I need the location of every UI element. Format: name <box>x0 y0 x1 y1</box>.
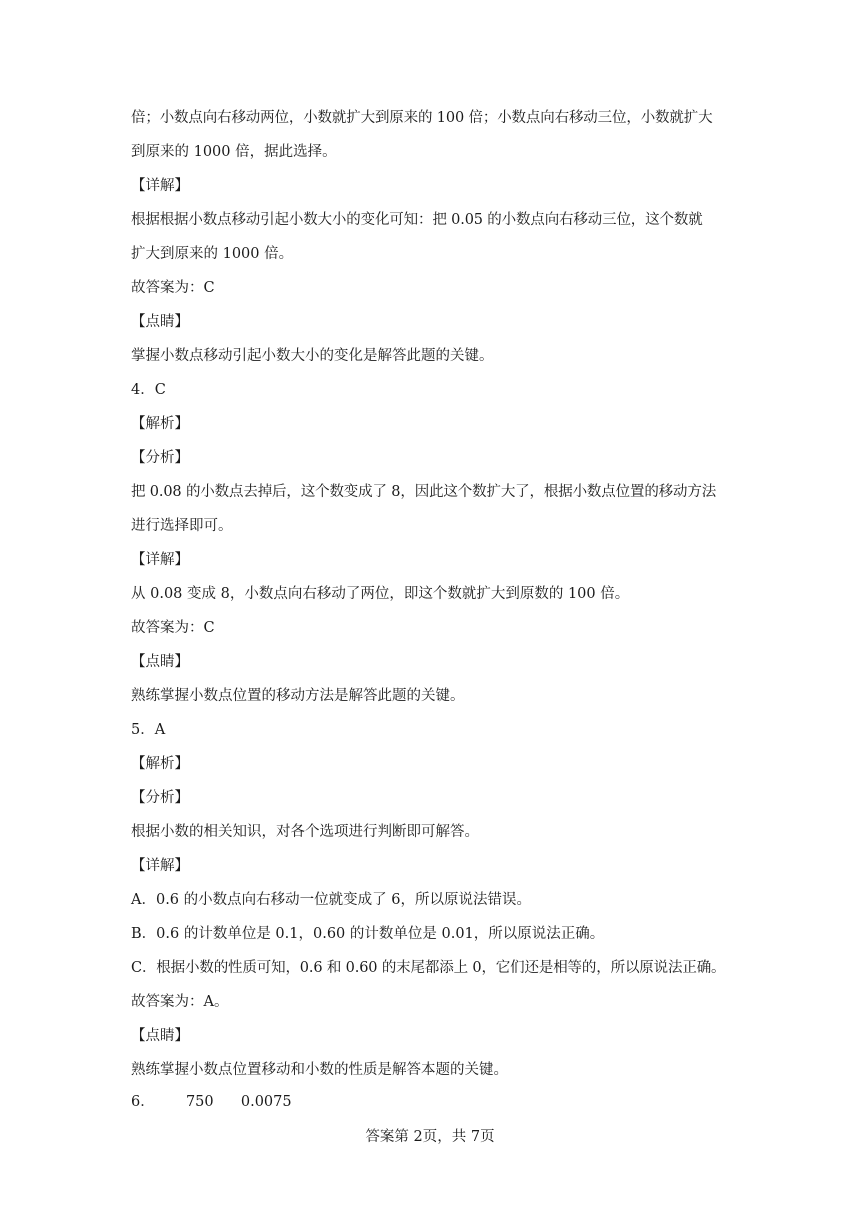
text-line: 把 0.08 的小数点去掉后，这个数变成了 8，因此这个数扩大了，根据小数点位置的移动方法 <box>131 484 717 500</box>
text-line: 故答案为：C <box>131 280 215 296</box>
text-line: 【详解】 <box>131 178 189 194</box>
text-line: 4．C <box>131 382 166 398</box>
text-line: 熟练掌握小数点位置移动和小数的性质是解答本题的关键。 <box>131 1062 508 1078</box>
text-line: 掌握小数点移动引起小数大小的变化是解答此题的关键。 <box>131 348 494 364</box>
text-line: 【详解】 <box>131 552 189 568</box>
text-line: A．0.6 的小数点向右移动一位就变成了 6，所以原说法错误。 <box>131 892 531 908</box>
text-line: 扩大到原来的 1000 倍。 <box>131 246 294 262</box>
text-line: 倍；小数点向右移动两位，小数就扩大到原来的 100 倍；小数点向右移动三位，小数就扩大 <box>131 110 713 126</box>
text-line: 【分析】 <box>131 790 189 806</box>
answer-6-row <box>131 1092 292 1112</box>
text-line: 到原来的 1000 倍，据此选择。 <box>131 144 337 160</box>
text-line: 从 0.08 变成 8，小数点向右移动了两位，即这个数就扩大到原数的 100 倍。 <box>131 586 630 602</box>
text-line: 【分析】 <box>131 450 189 466</box>
text-line: 【点睛】 <box>131 1028 189 1044</box>
text-line: 【解析】 <box>131 756 189 772</box>
text-line: 熟练掌握小数点位置的移动方法是解答此题的关键。 <box>131 688 465 704</box>
text-line: 根据小数的相关知识，对各个选项进行判断即可解答。 <box>131 824 479 840</box>
text-line: 进行选择即可。 <box>131 518 233 534</box>
page-footer: 答案第 2页，共 7页 <box>365 1129 495 1145</box>
text-line: 【点睛】 <box>131 654 189 670</box>
text-line: 根据根据小数点移动引起小数大小的变化可知：把 0.05 的小数点向右移动三位，这个数就 <box>131 212 703 228</box>
answer-blank-2: 0.0075 <box>240 1094 292 1110</box>
text-line: 【点睛】 <box>131 314 189 330</box>
question-number: 6． <box>131 1094 155 1110</box>
text-line: 故答案为：A。 <box>131 994 229 1010</box>
text-line: 【解析】 <box>131 416 189 432</box>
text-line: B．0.6 的计数单位是 0.1，0.60 的计数单位是 0.01，所以原说法正确。 <box>131 926 605 942</box>
answer-blank-1: 750 <box>185 1094 214 1110</box>
text-line: C．根据小数的性质可知，0.6 和 0.60 的末尾都添上 0，它们还是相等的，所以原说法正确。 <box>131 960 726 976</box>
text-line: 故答案为：C <box>131 620 215 636</box>
text-line: 5．A <box>131 722 166 738</box>
text-line: 【详解】 <box>131 858 189 874</box>
